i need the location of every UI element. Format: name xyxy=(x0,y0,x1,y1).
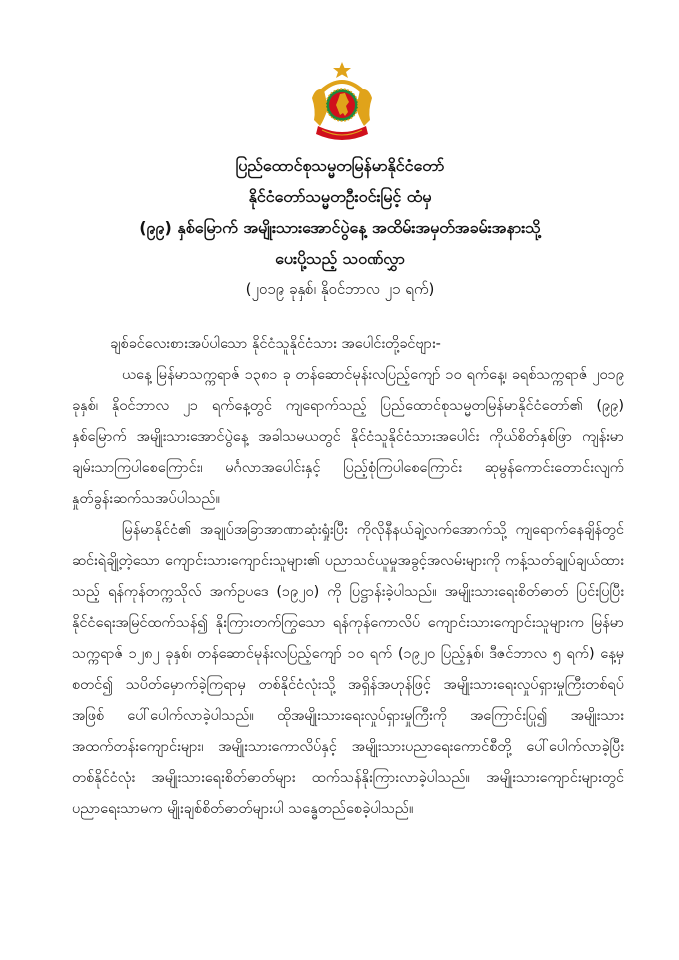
letter-body xyxy=(72,329,624,825)
paragraph-1: ယနေ့ မြန်မာသက္ကရာဇ် ၁၃၈၁ ခု တန်ဆောင်မုန်းလပြည့်ကျော် ၁၀ ရက်နေ့၊ ခရစ်သက္ကရာဇ် ၂၀၁၉ ခုနှစ်၊ နိုဝင်ဘာလ ၂၁ ရက်နေ့တွင် ကျရောက်သည့် ပြည်ထောင်စုသမ္မတမြန်မာနိုင်ငံတော်၏ (၉၉) နှစ်မြောက် အမျိုးသားအောင်ပွဲနေ့ အခါသမယတွင် နိုင်ငံသူနိုင်ငံသားအပေါင်း ကိုယ်စိတ်နှစ်ဖြာ ကျန်းမာချမ်းသာကြပါစေကြောင်း၊ မင်္ဂလာအပေါင်းနှင့် ပြည့်စုံကြပါစေကြောင်း ဆုမွန်ကောင်းတောင်းလျက် နှုတ်ခွန်းဆက်သအပ်ပါသည်။ xyxy=(72,367,624,507)
heading-line-4: ပေးပို့သည့် သဝဏ်လွှာ xyxy=(275,249,405,268)
state-seal-icon xyxy=(310,60,374,150)
heading-date: (၂၀၁၉ ခုနှစ်၊ နိုဝင်ဘာလ ၂၁ ရက်) xyxy=(245,280,435,298)
heading-line-2: နိုင်ငံတော်သမ္မတဦးဝင်းမြင့် ထံမှ xyxy=(248,187,432,206)
letter-heading xyxy=(40,150,640,305)
salutation: ချစ်ခင်လေးစားအပ်ပါသော နိုင်ငံသူနိုင်ငံသား အပေါင်းတို့ခင်ဗျား- xyxy=(110,336,441,352)
heading-line-1: ပြည်ထောင်စုသမ္မတမြန်မာနိုင်ငံတော် xyxy=(235,156,445,175)
paragraph-2: မြန်မာနိုင်ငံ၏ အချုပ်အခြာအာဏာဆုံးရှုံးပြီး ကိုလိုနီနယ်ချဲ့လက်အောက်သို့ ကျရောက်နေချိန်တွင် ဆင်းရဲချို့တဲ့သော ကျောင်းသားကျောင်းသူများ၏ ပညာသင်ယူမှုအခွင့်အလမ်းများကို ကန့်သတ်ချုပ်ချယ်ထားသည့် ရန်ကုန်တက္ကသိုလ် အက်ဥပဒေ (၁၉၂၀) ကို ပြဋ္ဌာန်းခဲ့ပါသည်။ အမျိုးသားရေးစိတ်ဓာတ် ပြင်းပြပြီး နိုင်ငံရေးအမြင်ထက်သန်၍ နိုးကြားတက်ကြွသော ရန်ကုန်ကောလိပ် ကျောင်းသားကျောင်းသူများက မြန်မာသက္ကရာဇ် ၁၂၈၂ ခုနှစ်၊ တန်ဆောင်မုန်းလပြည့်ကျော် ၁၀ ရက် (၁၉၂၀ ပြည့်နှစ်၊ ဒီဇင်ဘာလ ၅ ရက်) နေ့မှစတင်၍ သပိတ်မှောက်ခဲ့ကြရာမှ တစ်နိုင်ငံလုံးသို့ အရှိန်အဟုန်ဖြင့် အမျိုးသားရေးလှုပ်ရှားမှုကြီးတစ်ရပ်အဖြစ် ပေါ်ပေါက်လာခဲ့ပါသည်။ ထိုအမျိုးသားရေးလှုပ်ရှားမှုကြီးကို အကြောင်းပြု၍ အမျိုးသားအထက်တန်းကျောင်းများ၊ အမျိုးသားကောလိပ်နှင့် အမျိုးသားပညာရေးကောင်စီတို့ ပေါ်ပေါက်လာခဲ့ပြီး တစ်နိုင်ငံလုံး အမျိုးသားရေးစိတ်ဓာတ်များ ထက်သန်နိုးကြားလာခဲ့ပါသည်။ အမျိုးသားကျောင်းများတွင် ပညာရေးသာမက မျိုးချစ်စိတ်ဓာတ်များပါ သန္ဓေတည်စေခဲ့ပါသည်။ xyxy=(72,522,624,817)
heading-line-3: (၉၉) နှစ်မြောက် အမျိုးသားအောင်ပွဲနေ့ အထိမ်းအမှတ်အခမ်းအနားသို့ xyxy=(139,218,541,237)
